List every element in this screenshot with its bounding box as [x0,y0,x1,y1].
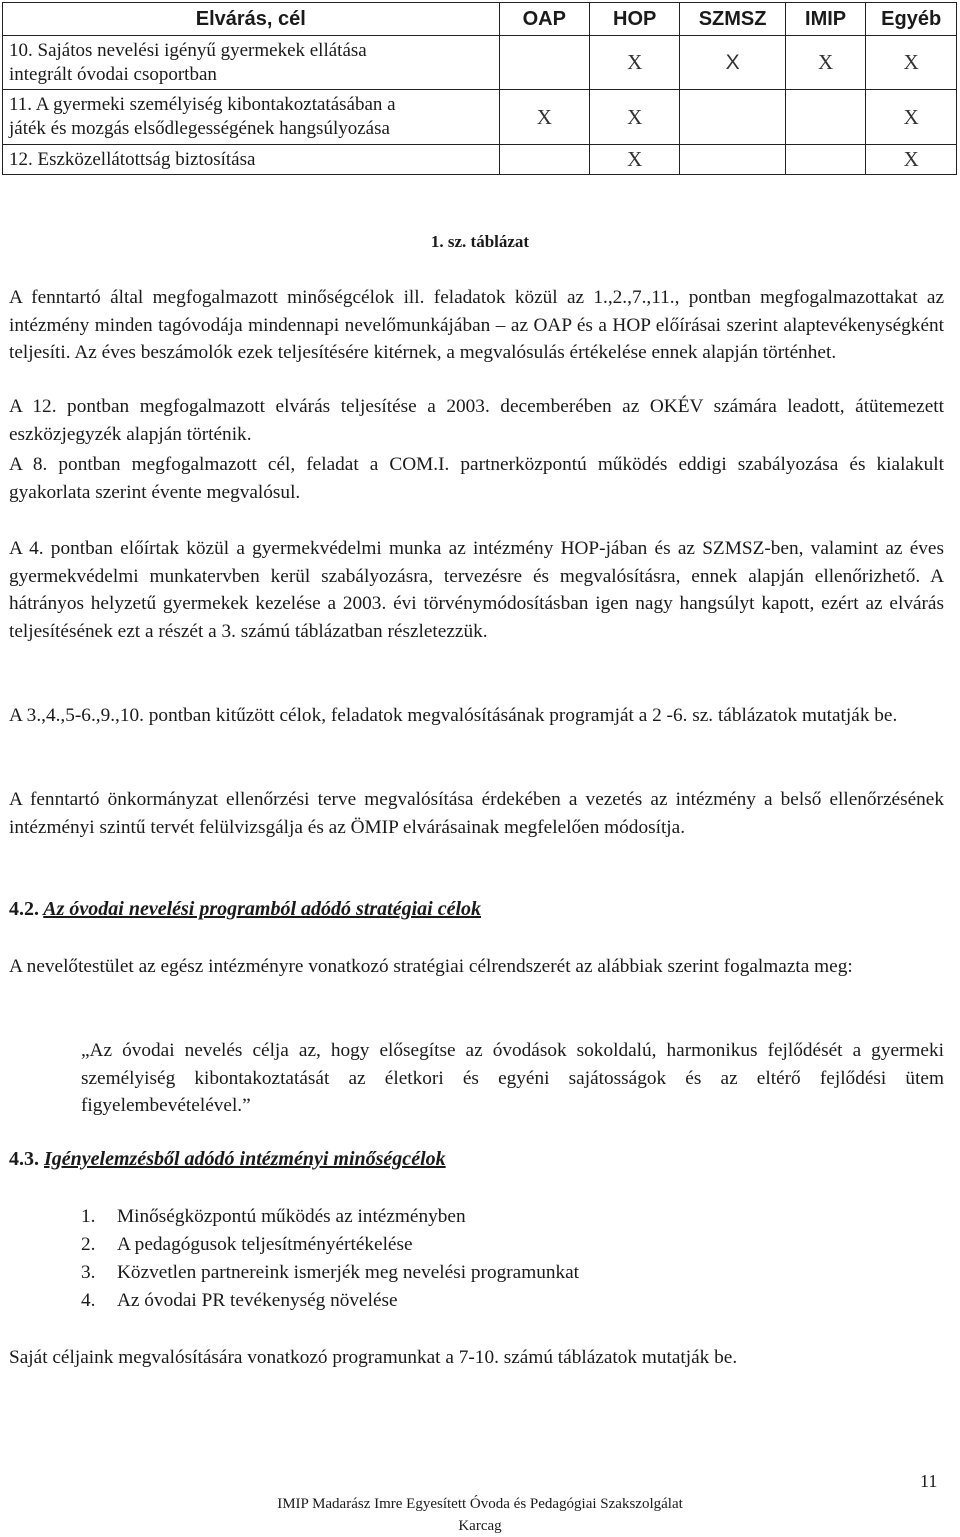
quality-goals-list [81,1203,579,1315]
list-text: Minőségközpontú működés az intézményben [117,1206,466,1227]
footer-city: Karcag [458,1518,502,1534]
table-header-row [3,3,957,36]
szmsz-cell: X [680,36,786,90]
header-oap: OAP [499,3,589,36]
list-item [81,1259,579,1287]
section-heading-4-2 [9,898,481,921]
imip-cell [785,90,865,145]
page-footer [0,1493,960,1537]
paragraph-partnerkozpontu: A 8. pontban megfogalmazott cél, feladat a COM.I. partnerközpontú működés eddigi szabályozása és kialakult gyakorlata szerint évente megvalósul. [9,454,944,503]
goal-line: 11. A gyermeki személyiség kibontakoztatásában a [9,94,396,115]
table-row [3,90,957,145]
hop-cell: X [589,145,679,175]
oap-cell [499,145,589,175]
goal-line: integrált óvodai csoportban [9,63,217,85]
header-szmsz: SZMSZ [680,3,786,36]
oap-cell [499,36,589,90]
list-item [81,1287,579,1315]
requirements-table [2,2,957,175]
footer-institution: IMIP Madarász Imre Egyesített Óvoda és Pedagógiai Szakszolgálat [277,1496,683,1512]
goal-cell [3,36,500,90]
header-hop: HOP [589,3,679,36]
heading-title: Az óvodai nevelési programból adódó stratégiai célok [43,898,482,920]
paragraph-program: A 3.,4.,5-6.,9.,10. pontban kitűzött célok, feladatok megvalósításának programját a 2 -6. sz. táblázatok mutatják be. [9,705,898,726]
list-number: 2. [81,1234,96,1255]
list-item [81,1203,579,1231]
list-number: 1. [81,1206,96,1227]
egyeb-cell: X [866,90,957,145]
list-number: 4. [81,1290,96,1311]
heading-title: Igényelemzésből adódó intézményi minőségcélok [44,1148,446,1170]
paragraph-gyermekvedelem: A 4. pontban előírtak közül a gyermekvédelmi munka az intézmény HOP-jában és az SZMSZ-ben, valamint az éves gyermekvédelmi munkatervben kerül szabályozásra, tervezésre és megvalósításra, ennek alapján ellenőrizhető. A hátrányos helyzetű gyermekek kezelése a 2003. évi törvénymódosításban igen nagy hangsúlyt kapott, ezért az elvárás teljesítésének ezt a részét a 3. számú táblázatban részletezzük. [9,538,944,642]
paragraph-nevelotestulet: A nevelőtestület az egész intézményre vonatkozó stratégiai célrendszerét az alábbiak szerint fogalmazta meg: [9,956,853,977]
list-number: 3. [81,1262,96,1283]
header-goal: Elvárás, cél [3,3,500,36]
paragraph-fenntarto-celok: A fenntartó által megfogalmazott minőségcélok ill. feladatok közül az 1.,2.,7.,11., pontban megfogalmazottakat az intézmény minden tagóvodája mindennapi nevelőmunkájában – az OAP és a HOP előírásai szerint alaptevékenységként teljesíti. Az éves beszámolók ezek teljesítésére kitérnek, a megvalósulás értékelése ennek alapján történhet. [9,287,944,363]
imip-cell [785,145,865,175]
goal-line: játék és mozgás elsődlegességének hangsúlyozása [9,118,390,139]
imip-cell: X [785,36,865,90]
hop-cell: X [589,90,679,145]
section-heading-4-3 [9,1148,446,1171]
list-text: A pedagógusok teljesítményértékelése [117,1234,413,1255]
list-text: Az óvodai PR tevékenység növelése [117,1290,398,1311]
header-imip: IMIP [785,3,865,36]
table-row [3,36,957,90]
table-caption: 1. sz. táblázat [430,232,530,251]
paragraph-ellenorzes: A fenntartó önkormányzat ellenőrzési terve megvalósítása érdekében a vezetés az intézmény a belső ellenőrzésének intézményi szintű tervét felülvizsgálja és az ÖMIP elvárásainak megfelelően módosítja. [9,789,944,838]
heading-number: 4.2. [9,898,39,920]
header-egyeb: Egyéb [866,3,957,36]
paragraph-sajat-celok: Saját céljaink megvalósítására vonatkozó programunkat a 7-10. számú táblázatok mutatják be. [9,1347,738,1368]
szmsz-cell [680,90,786,145]
page-number: 11 [920,1471,938,1491]
szmsz-cell [680,145,786,175]
hop-cell: X [589,36,679,90]
paragraph-eszkozjegyzek: A 12. pontban megfogalmazott elvárás teljesítése a 2003. decemberében az OKÉV számára leadott, átütemezett eszközjegyzék alapján történik. [9,396,944,445]
goal-line: 10. Sajátos nevelési igényű gyermekek ellátása [9,39,367,61]
goal-cell [3,145,500,175]
goal-cell [3,90,500,145]
heading-number: 4.3. [9,1148,39,1170]
list-item [81,1231,579,1259]
goal-line: 12. Eszközellátottság biztosítása [9,148,256,170]
egyeb-cell: X [866,36,957,90]
program-quote: „Az óvodai nevelés célja az, hogy elősegítse az óvodások sokoldalú, harmonikus fejlődését a gyermeki személyiség kibontakoztatását az életkori és egyéni sajátosságok és az eltérő fejlődési ütem figyelembevételével.” [81,1040,944,1116]
oap-cell: X [499,90,589,145]
list-text: Közvetlen partnereink ismerjék meg nevelési programunkat [117,1262,580,1283]
table-row [3,145,957,175]
egyeb-cell: X [866,145,957,175]
